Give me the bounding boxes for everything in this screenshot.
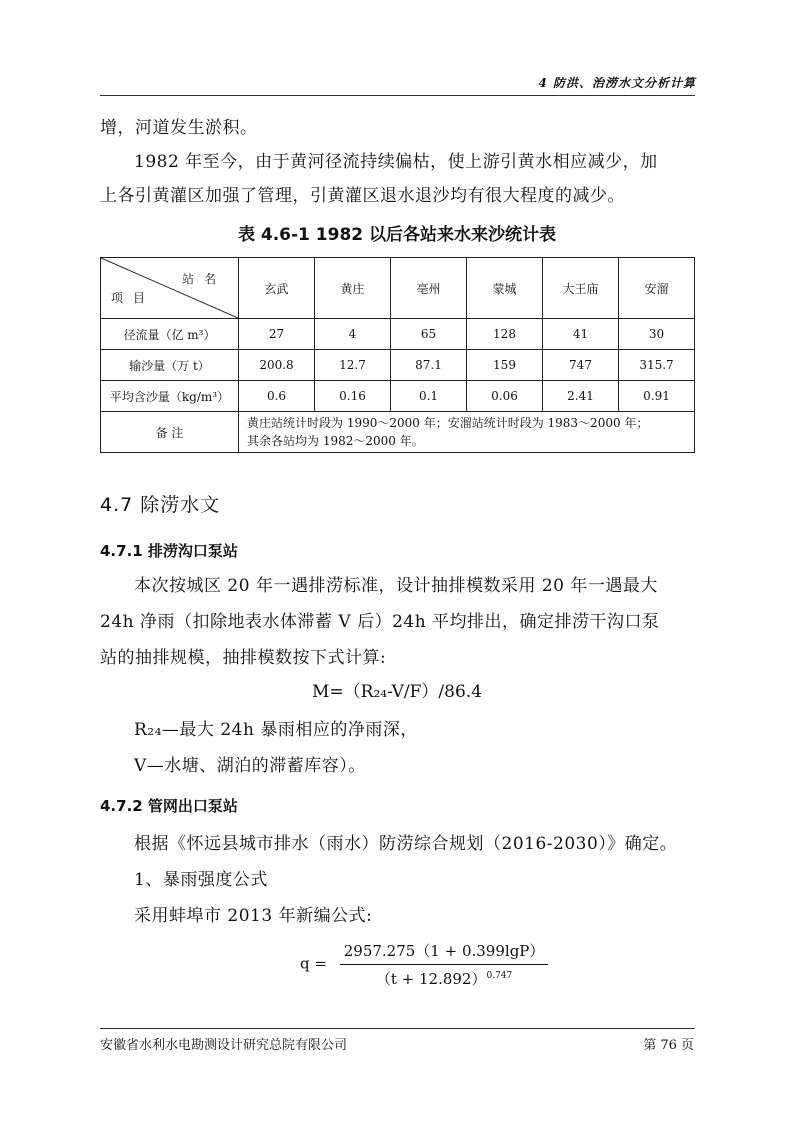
formula-denominator-text: （t + 12.892） xyxy=(375,970,487,988)
diagonal-line xyxy=(101,258,238,318)
table-cell: 0.6 xyxy=(239,381,315,412)
note-label: 备 注 xyxy=(101,412,239,453)
paragraph-line: 根据《怀远县城市排水（雨水）防涝综合规划（2016-2030）》确定。 xyxy=(134,834,678,854)
table-row-note xyxy=(101,412,695,453)
definition-r24: R₂₄—最大 24h 暴雨相应的净雨深， xyxy=(134,720,418,740)
table-row xyxy=(101,381,695,412)
subsection-heading-4-7-2: 4.7.2 管网出口泵站 xyxy=(100,797,238,815)
formula-fraction xyxy=(340,940,549,989)
table-cell: 41 xyxy=(543,319,619,350)
note-line: 黄庄站统计时段为 1990～2000 年；安溜站统计时段为 1983～2000 年； xyxy=(247,416,649,430)
chapter-header: 4 防洪、治涝水文分析计算 xyxy=(538,76,696,90)
paragraph-line: 1、暴雨强度公式 xyxy=(134,870,268,890)
corner-station-label: 站名 xyxy=(181,272,226,286)
note-content xyxy=(239,412,695,453)
note-line: 其余各站均为 1982～2000 年。 xyxy=(247,434,424,448)
table-cell: 87.1 xyxy=(391,350,467,381)
station-header: 玄武 xyxy=(239,258,315,319)
table-cell: 747 xyxy=(543,350,619,381)
table-row xyxy=(101,350,695,381)
formula-numerator: 2957.275（1 + 0.399lgP） xyxy=(340,940,549,965)
paragraph-line: 本次按城区 20 年一遇排涝标准，设计抽排模数采用 20 年一遇最大 xyxy=(134,576,658,596)
header-rule xyxy=(100,95,695,96)
table-cell: 315.7 xyxy=(619,350,695,381)
row-label: 输沙量（万 t） xyxy=(101,350,239,381)
table-caption: 表 4.6-1 1982 以后各站来水来沙统计表 xyxy=(237,225,557,245)
sediment-table xyxy=(100,257,695,453)
station-header: 蒙城 xyxy=(467,258,543,319)
table-cell: 4 xyxy=(315,319,391,350)
table-cell: 30 xyxy=(619,319,695,350)
table-corner-cell xyxy=(101,258,239,319)
table-cell: 159 xyxy=(467,350,543,381)
table-cell: 0.16 xyxy=(315,381,391,412)
row-label: 径流量（亿 m³） xyxy=(101,319,239,350)
table-cell: 2.41 xyxy=(543,381,619,412)
formula-exponent: 0.747 xyxy=(486,971,513,981)
formula-lhs: q = xyxy=(300,954,327,973)
row-label: 平均含沙量（kg/m³） xyxy=(101,381,239,412)
subsection-heading-4-7-1: 4.7.1 排涝沟口泵站 xyxy=(100,542,238,560)
table-cell: 27 xyxy=(239,319,315,350)
corner-item-label: 项目 xyxy=(111,291,156,305)
table-cell: 200.8 xyxy=(239,350,315,381)
station-header: 安溜 xyxy=(619,258,695,319)
table-cell: 65 xyxy=(391,319,467,350)
footer-rule xyxy=(100,1028,695,1029)
paragraph-continued: 增，河道发生淤积。 xyxy=(100,118,258,138)
rainfall-intensity-formula xyxy=(300,940,548,989)
station-header: 大王庙 xyxy=(543,258,619,319)
table-cell: 0.1 xyxy=(391,381,467,412)
station-header: 亳州 xyxy=(391,258,467,319)
table-cell: 12.7 xyxy=(315,350,391,381)
definition-v: V—水塘、湖泊的滞蓄库容）。 xyxy=(134,756,366,776)
table-row xyxy=(101,319,695,350)
paragraph-1982-line2: 上各引黄灌区加强了管理，引黄灌区退水退沙均有很大程度的减少。 xyxy=(100,186,625,206)
formula-denominator xyxy=(340,965,549,989)
table-cell: 128 xyxy=(467,319,543,350)
paragraph-line: 站的抽排规模，抽排模数按下式计算: xyxy=(100,648,387,668)
footer-page-number: 第 76 页 xyxy=(643,1038,694,1053)
footer-company: 安徽省水利水电勘测设计研究总院有限公司 xyxy=(100,1038,348,1053)
formula-m: M=（R₂₄-V/F）/86.4 xyxy=(312,682,482,702)
table-cell: 0.06 xyxy=(467,381,543,412)
paragraph-line: 采用蚌埠市 2013 年新编公式: xyxy=(134,906,373,926)
paragraph-1982-line1: 1982 年至今，由于黄河径流持续偏枯，使上游引黄水相应减少，加 xyxy=(134,152,658,172)
table-cell: 0.91 xyxy=(619,381,695,412)
section-heading-4-7: 4.7 除涝水文 xyxy=(100,494,221,516)
paragraph-line: 24h 净雨（扣除地表水体滞蓄 V 后）24h 平均排出，确定排涝干沟口泵 xyxy=(100,612,660,632)
station-header: 黄庄 xyxy=(315,258,391,319)
